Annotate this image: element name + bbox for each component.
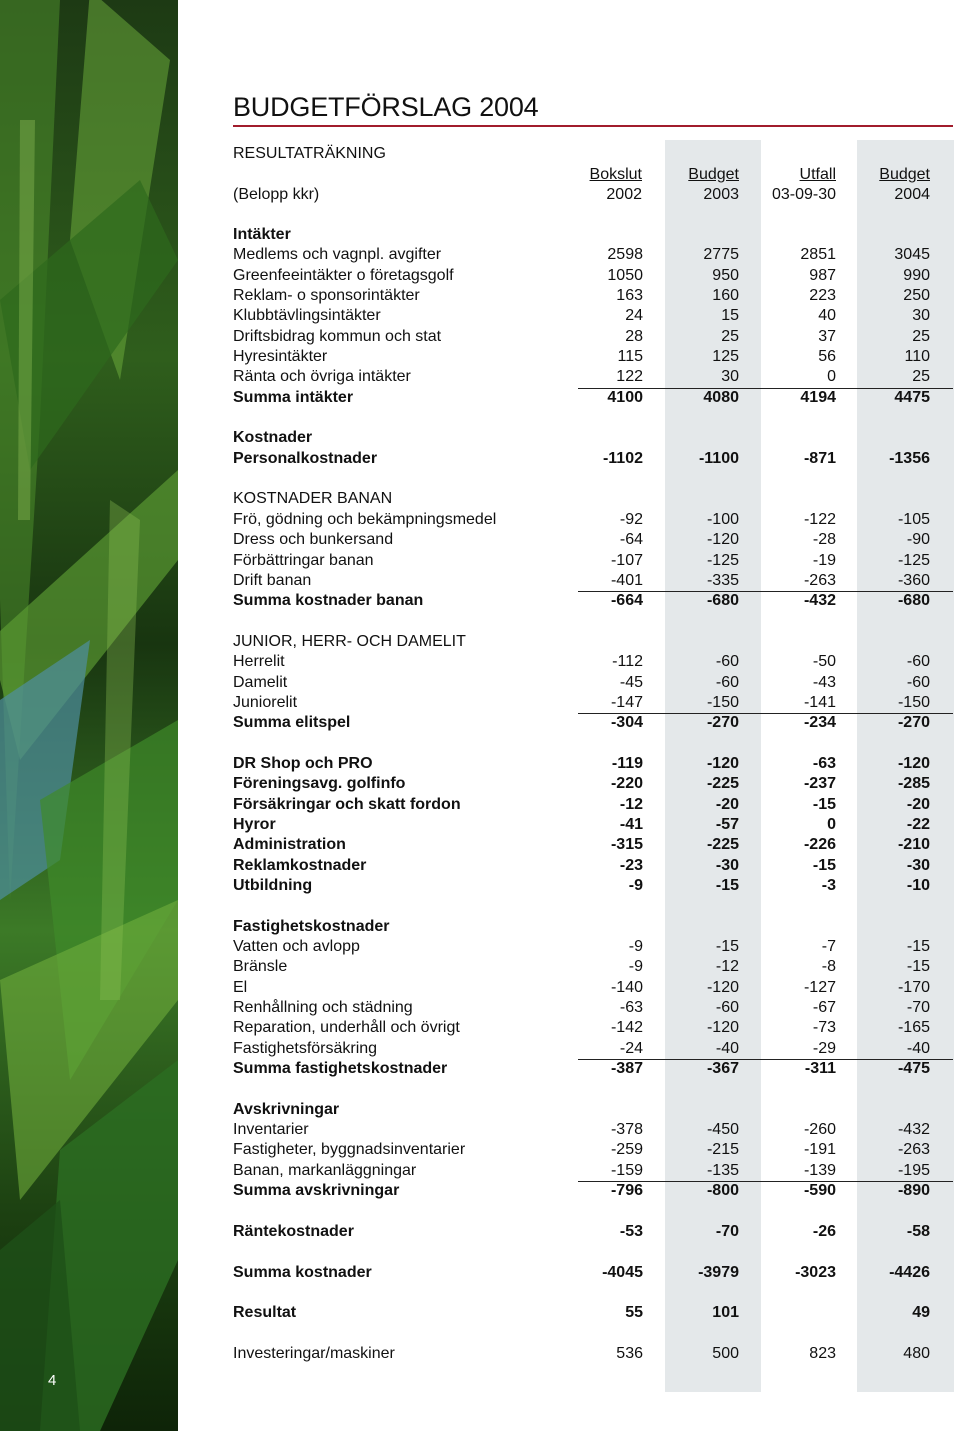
row-value: 25 [721,327,739,345]
row-value: -210 [897,836,930,854]
grass-leaves-image [0,0,178,1431]
row-label: Summa kostnader banan [233,592,424,610]
row-value: -590 [803,1182,836,1200]
row-value: -139 [803,1161,836,1179]
row-label: Kostnader [233,429,313,447]
row-label: Summa fastighetskostnader [233,1060,448,1078]
row-value: -60 [715,673,739,691]
row-value: 101 [712,1304,739,1322]
row-value: -24 [619,1039,643,1057]
row-value: 15 [721,307,739,325]
table-row [233,245,953,265]
row-value: -367 [706,1060,739,1078]
row-value: -890 [897,1182,930,1200]
table-spacer-row [233,1283,953,1303]
row-value: 500 [712,1344,739,1362]
table-row [233,1039,953,1059]
row-label: Ränta och övriga intäkter [233,368,411,386]
row-value: -127 [803,978,836,996]
row-value: -142 [610,1019,643,1037]
row-value: -4045 [602,1263,643,1281]
table-row [233,774,953,794]
row-value: 480 [903,1344,930,1362]
row-value: -135 [706,1161,739,1179]
row-label: Fastighetsförsäkring [233,1039,378,1057]
row-value: -15 [906,958,930,976]
column-header-budget-2003: Budget [688,166,739,183]
row-value: -7 [821,938,836,956]
row-value: -20 [715,795,739,813]
table-row [233,225,953,245]
row-value: 2598 [607,246,643,264]
table-row [233,571,953,591]
row-value: -60 [906,673,930,691]
row-value: -23 [619,856,643,874]
row-value: 37 [818,327,836,345]
table-row [233,917,953,937]
table-row [233,286,953,306]
row-value: -112 [612,653,643,671]
column-year-2004: 2004 [894,186,930,203]
table-row [233,266,953,286]
row-value: -226 [803,836,836,854]
table-row [233,693,953,713]
row-value: 55 [625,1304,643,1322]
row-value: 2851 [800,246,836,264]
row-label: Greenfeeintäkter o företagsgolf [233,266,454,284]
table-row [233,367,953,387]
table-spacer-row [233,896,953,916]
row-value: -234 [803,714,836,732]
row-value: -60 [906,653,930,671]
row-label: Summa elitspel [233,714,351,732]
row-value: -664 [610,592,643,610]
row-value: 4100 [607,388,643,406]
row-value: -8 [821,958,836,976]
row-value: -1356 [889,449,930,467]
row-value: -63 [812,754,836,772]
row-value: 223 [809,287,836,305]
row-label: DR Shop och PRO [233,754,373,772]
row-value: -270 [897,714,930,732]
table-spacer-row [233,612,953,632]
row-value: -45 [619,673,643,691]
budget-table [233,225,953,1364]
table-row [233,815,953,835]
row-value: 163 [616,287,643,305]
row-value: -9 [628,938,643,956]
row-value: -260 [803,1121,836,1139]
row-value: -125 [897,551,930,569]
row-value: -57 [715,815,739,833]
row-value: -432 [803,592,836,610]
table-row [233,1161,953,1181]
row-value: 1050 [607,266,643,284]
row-value: 823 [809,1344,836,1362]
row-label: Reparation, underhåll och övrigt [233,1019,460,1037]
row-value: -285 [897,775,930,793]
row-label: Avskrivningar [233,1100,340,1118]
row-value: -40 [715,1039,739,1057]
table-row [233,1100,953,1120]
row-value: -120 [706,531,739,549]
row-value: -237 [803,775,836,793]
column-year-2002: 2002 [606,186,642,203]
row-value: -3023 [795,1263,836,1281]
table-row [233,510,953,530]
table-spacer-row [233,734,953,754]
row-value: 990 [903,266,930,284]
row-value: 115 [617,348,643,366]
row-value: -315 [610,836,643,854]
row-label: Räntekostnader [233,1222,354,1240]
row-value: -12 [619,795,643,813]
table-row [233,876,953,896]
row-value: -387 [610,1060,643,1078]
row-label: KOSTNADER BANAN [233,490,393,508]
row-value: 160 [712,287,739,305]
table-spacer-row [233,1202,953,1222]
row-value: -41 [619,815,643,833]
row-value: -28 [812,531,836,549]
row-value: -58 [906,1222,930,1240]
row-value: 250 [903,287,930,305]
page-title: BUDGETFÖRSLAG 2004 [233,92,539,122]
row-value: -800 [706,1182,739,1200]
table-row [233,1059,953,1079]
row-value: -60 [715,653,739,671]
row-label: Juniorelit [233,693,298,711]
row-label: Hyresintäkter [233,348,328,366]
row-value: -100 [706,510,739,528]
row-value: -220 [610,775,643,793]
row-value: -150 [897,693,930,711]
row-value: 25 [912,368,930,386]
table-row [233,1263,953,1283]
row-value: -378 [610,1121,643,1139]
table-row [233,1120,953,1140]
row-label: Föreningsavg. golfinfo [233,775,406,793]
row-value: -3 [821,877,836,894]
row-value: -43 [812,673,836,691]
row-label: Renhållning och städning [233,999,413,1017]
row-value: -92 [619,510,643,528]
row-label: Inventarier [233,1121,309,1139]
row-label: Fastigheter, byggnadsinventarier [233,1141,466,1159]
row-value: -15 [906,938,930,956]
row-value: -29 [812,1039,836,1057]
column-year-2003: 2003 [703,186,739,203]
table-row [233,1018,953,1038]
row-label: Reklamkostnader [233,856,367,874]
row-label: JUNIOR, HERR- OCH DAMELIT [233,632,466,650]
row-label: Medlems och vagnpl. avgifter [233,246,442,264]
row-value: -311 [804,1060,836,1078]
table-spacer-row [233,408,953,428]
row-value: 125 [712,348,739,366]
row-label: Banan, markanläggningar [233,1161,417,1179]
row-label: Försäkringar och skatt fordon [233,795,461,813]
row-value: -9 [628,958,643,976]
row-value: -215 [706,1141,739,1159]
column-header-utfall: Utfall [799,166,836,183]
row-value: -796 [610,1182,643,1200]
row-value: -19 [812,551,836,569]
row-value: -1102 [602,449,643,467]
row-value: -225 [706,775,739,793]
column-date-utfall: 03-09-30 [771,186,836,203]
row-value: -120 [706,754,739,772]
table-row [233,388,953,408]
row-label: Summa kostnader [233,1263,372,1281]
row-value: 40 [818,307,836,325]
row-value: -680 [706,592,739,610]
table-row [233,754,953,774]
row-value: -20 [906,795,930,813]
row-value: 28 [625,327,643,345]
row-value: -10 [906,877,930,894]
row-value: -120 [706,1019,739,1037]
row-label: Vatten och avlopp [233,938,360,956]
row-value: 110 [904,348,930,366]
row-value: -107 [610,551,643,569]
row-value: -30 [906,856,930,874]
table-row [233,795,953,815]
table-spacer-row [233,1079,953,1099]
row-value: -125 [706,551,739,569]
row-label: Investeringar/maskiner [233,1344,395,1362]
row-label: Klubbtävlingsintäkter [233,307,381,325]
row-label: Reklam- o sponsorintäkter [233,287,420,305]
row-value: 30 [912,307,930,325]
row-value: 24 [625,307,643,325]
row-label: Förbättringar banan [233,551,374,569]
row-label: Personalkostnader [233,449,378,467]
column-header-bokslut: Bokslut [589,166,642,183]
row-value: 536 [616,1344,643,1362]
row-value: 4080 [703,388,739,406]
table-row [233,1344,953,1364]
row-label: Resultat [233,1304,297,1322]
row-value: -50 [812,653,836,671]
table-row [233,998,953,1018]
row-value: -73 [812,1019,836,1037]
row-value: 122 [616,368,643,386]
row-value: -15 [812,795,836,813]
section-title: RESULTATRÄKNING [233,145,386,162]
row-value: 2775 [703,246,739,264]
row-value: -22 [906,815,930,833]
table-row [233,978,953,998]
row-value: -26 [812,1222,836,1240]
row-value: 4475 [894,388,930,406]
row-value: -105 [897,510,930,528]
table-row [233,327,953,347]
row-value: -680 [897,592,930,610]
row-label: Hyror [233,815,276,833]
table-row [233,673,953,693]
row-value: -141 [803,693,836,711]
table-spacer-row [233,469,953,489]
row-value: -60 [715,999,739,1017]
table-row [233,489,953,509]
row-label: Driftsbidrag kommun och stat [233,327,442,345]
table-row [233,347,953,367]
row-value: -120 [706,978,739,996]
row-value: 25 [912,327,930,345]
row-value: -360 [897,571,930,589]
table-row [233,957,953,977]
row-value: -195 [897,1161,930,1179]
table-spacer-row [233,1324,953,1344]
row-value: 0 [827,815,836,833]
table-row [233,632,953,652]
row-value: -70 [715,1222,739,1240]
grass-photo [0,0,178,1431]
row-value: 987 [809,266,836,284]
row-label: Frö, gödning och bekämpningsmedel [233,510,497,528]
row-value: -30 [715,856,739,874]
table-row [233,551,953,571]
row-value: -304 [610,714,643,732]
unit-label: (Belopp kkr) [233,186,320,203]
row-value: 3045 [894,246,930,264]
row-value: -67 [812,999,836,1017]
table-row [233,1140,953,1160]
row-value: -147 [610,693,643,711]
row-value: 49 [912,1304,930,1322]
row-value: -159 [610,1161,643,1179]
row-value: -64 [619,531,643,549]
row-label: Intäkter [233,226,291,243]
row-label: Damelit [233,673,288,691]
row-value: 0 [827,368,836,386]
table-row [233,937,953,957]
row-label: El [233,978,248,996]
table-row [233,530,953,550]
row-value: -270 [706,714,739,732]
table-row [233,1222,953,1242]
row-value: 56 [818,348,836,366]
table-row [233,856,953,876]
page-number: 4 [48,1372,57,1389]
row-value: -263 [897,1141,930,1159]
row-value: -263 [803,571,836,589]
row-value: -170 [897,978,930,996]
row-label: Administration [233,836,346,854]
row-label: Drift banan [233,571,312,589]
table-row [233,713,953,733]
table-row [233,591,953,611]
table-row [233,449,953,469]
row-label: Utbildning [233,877,313,894]
row-value: -225 [706,836,739,854]
row-value: -63 [619,999,643,1017]
row-value: -335 [706,571,739,589]
row-value: -90 [906,531,930,549]
row-value: -15 [715,877,739,894]
row-value: -165 [897,1019,930,1037]
row-value: -119 [611,754,643,772]
table-row [233,1303,953,1323]
row-value: -191 [803,1141,836,1159]
row-value: -120 [897,754,930,772]
row-value: -140 [610,978,643,996]
table-row [233,428,953,448]
row-value: -1100 [698,449,739,467]
row-label: Summa avskrivningar [233,1182,400,1200]
row-value: -401 [610,571,643,589]
row-value: -150 [706,693,739,711]
row-value: -432 [897,1121,930,1139]
table-row [233,652,953,672]
row-value: -12 [715,958,739,976]
row-label: Summa intäkter [233,388,354,406]
row-value: -53 [619,1222,643,1240]
row-label: Dress och bunkersand [233,531,394,549]
table-row [233,306,953,326]
row-value: -871 [803,449,836,467]
column-header-budget-2004: Budget [879,166,930,183]
row-value: 950 [712,266,739,284]
row-value: 30 [721,368,739,386]
row-value: -475 [897,1060,930,1078]
row-value: -3979 [698,1263,739,1281]
row-value: 4194 [800,388,836,406]
row-value: -15 [812,856,836,874]
row-value: -259 [610,1141,643,1159]
table-row [233,835,953,855]
row-value: -70 [906,999,930,1017]
row-value: -122 [803,510,836,528]
row-label: Fastighetskostnader [233,917,390,935]
row-value: -9 [628,877,643,894]
row-value: -15 [715,938,739,956]
table-spacer-row [233,1242,953,1262]
row-label: Herrelit [233,653,285,671]
title-rule [233,125,953,127]
row-value: -4426 [889,1263,930,1281]
row-label: Bränsle [233,958,288,976]
table-row [233,1181,953,1201]
row-value: -450 [706,1121,739,1139]
row-value: -40 [906,1039,930,1057]
